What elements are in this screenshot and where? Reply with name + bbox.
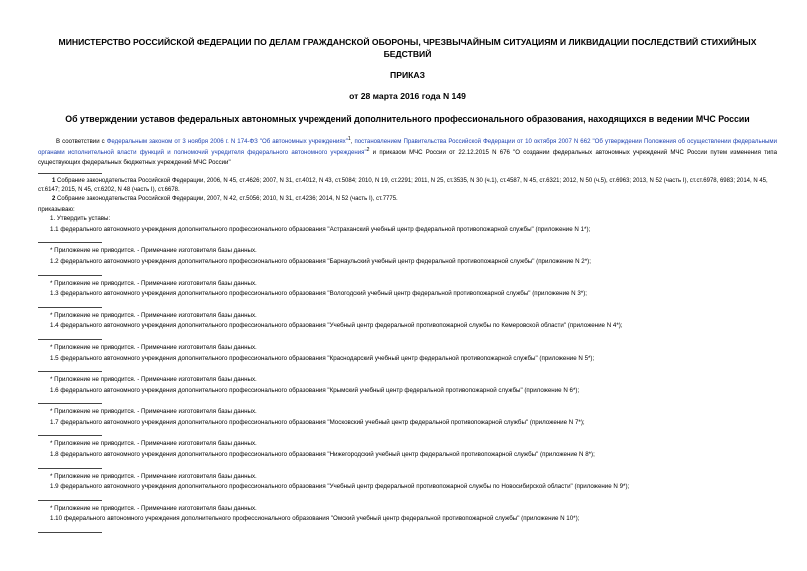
preamble-paragraph bbox=[38, 135, 777, 167]
footnote-divider bbox=[38, 468, 102, 469]
footnote-divider bbox=[38, 371, 102, 372]
footnote-mark: 2 bbox=[52, 196, 56, 203]
list-item bbox=[38, 418, 777, 449]
approve-text: 1. Утвердить уставы: bbox=[50, 215, 111, 223]
item-text: 1.5 федерального автономного учреждения дополнительного профессионального образования "Краснодарский учебный центр федеральной противопожарной службы" (приложение N 5*); bbox=[50, 354, 595, 362]
item-text: 1.1 федерального автономного учреждения дополнительного профессионального образования "Астраханский учебный центр федеральной противопожарной службы" (приложение N 1*); bbox=[50, 225, 591, 233]
footnote-divider bbox=[38, 307, 102, 308]
footnote-ref-2[interactable]: 2 bbox=[366, 147, 370, 154]
footnote-text: Собрание законодательства Российской Федерации, 2006, N 45, ст.4626; 2007, N 31, ст.4012, N 43, ст.5084; 2010, N 19, ст.2291; 2011, N 25, ст.3535, N 30 (ч.1), ст.4587, N 45, ст.6321; 2012, N 50 (ч.5), ст.6963; 2013, N 52 (часть I), ст.ст.6978, 6983; 2014, N 45, ст.6147; 2015, N 45, ст.6202, N 48 (часть I), ст.6678. bbox=[38, 177, 768, 194]
federal-law-link[interactable]: Федеральным законом от 3 ноября 2006 г. N 174-ФЗ "Об автономных учреждениях" bbox=[106, 138, 348, 146]
appendix-note: * Приложение не приводится. - Примечание изготовителя базы данных. bbox=[50, 472, 257, 480]
appendix-note: * Приложение не приводится. - Примечание изготовителя базы данных. bbox=[50, 311, 257, 319]
document-subject: Об утверждении уставов федеральных автономных учреждений дополнительного профессионального образования, находящихся в ведении МЧС России bbox=[65, 114, 750, 124]
appendix-note: * Приложение не приводится. - Примечание изготовителя базы данных. bbox=[50, 343, 257, 351]
footnote-divider bbox=[38, 173, 102, 174]
footnote-divider bbox=[38, 275, 102, 276]
item-text: 1.6 федерального автономного учреждения дополнительного профессионального образования "Крымский учебный центр федеральной противопожарной службы" (приложение N 6*); bbox=[50, 386, 580, 394]
list-item bbox=[38, 386, 777, 417]
footnote-divider bbox=[38, 532, 102, 533]
footnote-text: Собрание законодательства Российской Федерации, 2007, N 42, ст.5056; 2010, N 31, ст.4236; 2014, N 52 (часть I), ст.7775. bbox=[55, 196, 398, 203]
preamble-text: и приказом МЧС России от 22.12.2015 N 676 "О создании федеральных автономных учреждений МЧС России путем изменения типа существующих федеральных бюджетных учреждений МЧС России" bbox=[38, 149, 777, 166]
footnote-mark: 1 bbox=[52, 177, 56, 184]
item-text: 1.8 федерального автономного учреждения дополнительного профессионального образования "Нижегородский учебный центр федеральной противопожарной службы" (приложение N 8*); bbox=[50, 451, 595, 459]
footnote-divider bbox=[38, 242, 102, 243]
footnote-ref-1[interactable]: 1 bbox=[347, 136, 351, 142]
appendix-note: * Приложение не приводится. - Примечание изготовителя базы данных. bbox=[50, 279, 257, 287]
footnote-1 bbox=[38, 177, 777, 195]
appendix-note: * Приложение не приводится. - Примечание изготовителя базы данных. bbox=[50, 376, 257, 384]
footnote-divider bbox=[38, 500, 102, 501]
footnote-divider bbox=[38, 339, 102, 340]
footnote-divider bbox=[38, 403, 102, 404]
item-text: 1.10 федерального автономного учреждения дополнительного профессионального образования "Омский учебный центр федеральной противопожарной службы" (приложение N 10*); bbox=[50, 515, 580, 523]
item-text: 1.2 федерального автономного учреждения дополнительного профессионального образования "Барнаульский учебный центр федеральной противопожарной службы" (приложение N 2*); bbox=[50, 257, 591, 265]
item-text: 1.9 федерального автономного учреждения дополнительного профессионального образования "Учебный центр федеральной противопожарной службы по Новосибирской области" (приложение N 9*); bbox=[50, 483, 630, 491]
appendix-note: * Приложение не приводится. - Примечание изготовителя базы данных. bbox=[50, 440, 257, 448]
document-date-number: от 28 марта 2016 года N 149 bbox=[349, 91, 466, 101]
item-text: 1.4 федерального автономного учреждения дополнительного профессионального образования "Учебный центр федеральной противопожарной службы по Кемеровской области" (приложение N 4*); bbox=[50, 322, 623, 330]
orders-text: приказываю: bbox=[38, 205, 75, 213]
item-text: 1.7 федерального автономного учреждения дополнительного профессионального образования "Московский учебный центр федеральной противопожарной службы" (приложение N 7*); bbox=[50, 418, 585, 426]
list-item bbox=[38, 514, 777, 533]
government-decree-link[interactable]: постановлением Правительства Российской Федерации от 10 октября 2007 N 662 "Об утверждении Положения об осуществлении федеральными органами исполнительной власти функций и полномочий учредителя федерального автономного учреждения" bbox=[38, 138, 778, 157]
preamble-text: , bbox=[350, 138, 355, 146]
appendix-note: * Приложение не приводится. - Примечание изготовителя базы данных. bbox=[50, 408, 257, 416]
ministry-title: МИНИСТЕРСТВО РОССИЙСКОЙ ФЕДЕРАЦИИ ПО ДЕЛАМ ГРАЖДАНСКОЙ ОБОРОНЫ, ЧРЕЗВЫЧАЙНЫМ СИТУАЦИЯМ И ЛИКВИДАЦИИ ПОСЛЕДСТВИЙ СТИХИЙНЫХ БЕДСТВИЙ bbox=[58, 37, 757, 59]
list-item bbox=[38, 450, 777, 481]
appendix-note: * Приложение не приводится. - Примечание изготовителя базы данных. bbox=[50, 504, 257, 512]
list-item bbox=[38, 482, 777, 513]
list-item bbox=[38, 354, 777, 385]
item-text: 1.3 федерального автономного учреждения дополнительного профессионального образования "Вологодский учебный центр федеральной противопожарной службы" (приложение N 3*); bbox=[50, 290, 587, 298]
footnote-2 bbox=[38, 195, 777, 204]
list-item bbox=[38, 321, 777, 352]
document-type: ПРИКАЗ bbox=[390, 70, 425, 80]
list-item bbox=[38, 289, 777, 320]
list-item bbox=[38, 257, 777, 288]
footnote-divider bbox=[38, 435, 102, 436]
preamble-text: В соответствии с bbox=[56, 138, 107, 146]
list-item bbox=[38, 225, 777, 256]
appendix-note: * Приложение не приводится. - Примечание изготовителя базы данных. bbox=[50, 247, 257, 255]
